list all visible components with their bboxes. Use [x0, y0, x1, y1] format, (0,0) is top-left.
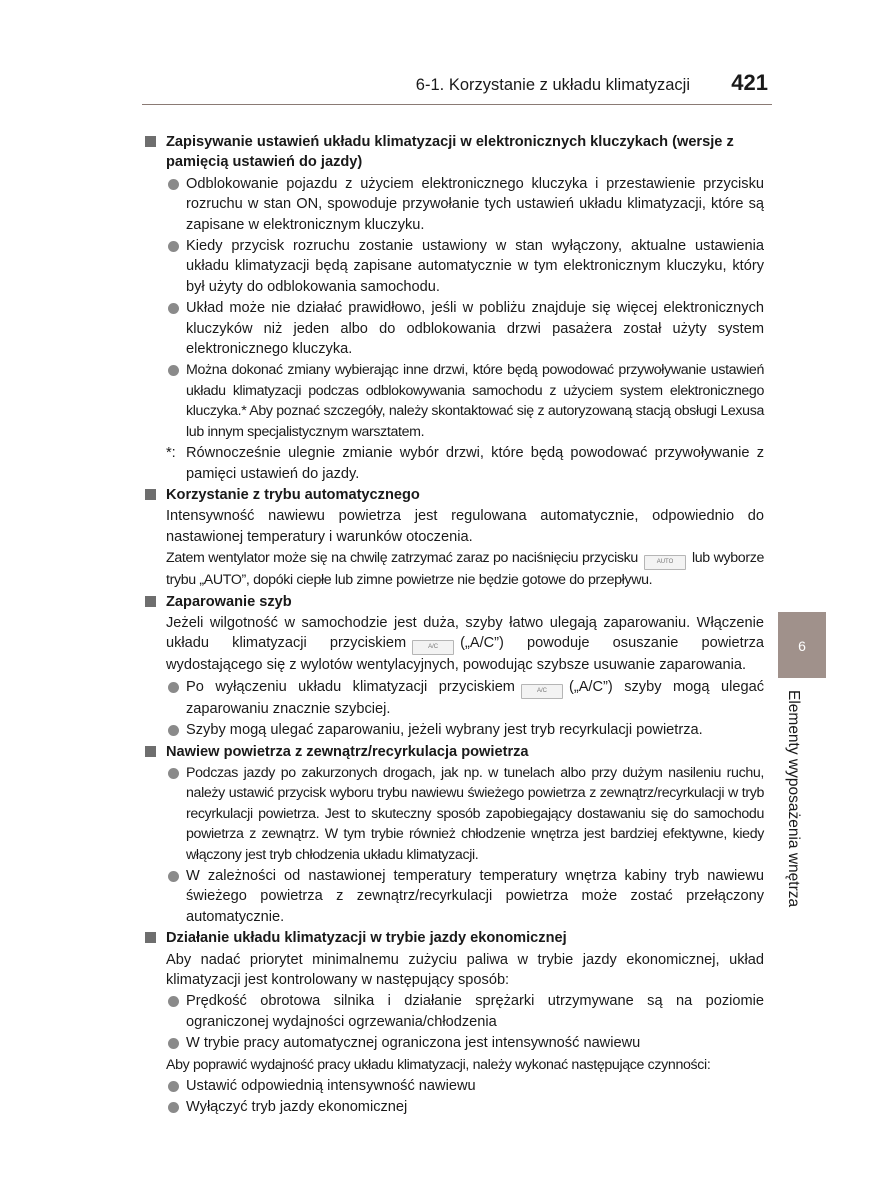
bullet-item: Można dokonać zmiany wybierając inne drzwi, które będą powodować przywoływanie ustawień układu klimatyzacji podczas odblokowywania samochodu z użyciem system elektronicznego kluczyka.* Aby poznać szczegóły, należy skontaktować się z autoryzowaną stacją obsługi Lexusa lub innym specjalistycznym warsztatem.: [142, 360, 764, 442]
section-heading: Zapisywanie ustawień układu klimatyzacji w elektronicznych kluczykach (wersje z pamięcią ustawień do jazdy): [142, 132, 764, 173]
chapter-tab-number: 6: [798, 638, 806, 654]
footnote-mark: *:: [166, 445, 176, 462]
bullet-item: Ustawić odpowiednią intensywność nawiewu: [142, 1076, 764, 1096]
bullet-item: Kiedy przycisk rozruchu zostanie ustawiony w stan wyłączony, aktualne ustawienia układu klimatyzacji będą zapisane automatycznie w tym elektronicznym kluczyku, który był użyty do odblokowania samochodu.: [142, 236, 764, 297]
chapter-tab: [778, 612, 826, 678]
paragraph: [142, 613, 764, 676]
bullet-text: („A/C”) szyby mogą ulegać zaparowaniu znacznie szybciej.: [186, 678, 764, 717]
paragraph: Intensywność nawiewu powietrza jest regulowana automatycznie, odpowiednio do nastawionej temperatury i warunków otoczenia.: [166, 508, 764, 545]
ac-button-icon: A/C: [521, 684, 563, 699]
footnote-text: Równocześnie ulegnie zmianie wybór drzwi, które będą powodować przywoływanie z pamięci ustawień do jazdy.: [186, 445, 764, 482]
paragraph-text: Zatem wentylator może się na chwilę zatrzymać zaraz po naciśnięciu przycisku: [166, 550, 638, 567]
bullet-item: Wyłączyć tryb jazdy ekonomicznej: [142, 1097, 764, 1117]
chapter-tab-label: Elementy wyposażenia wnętrza: [785, 690, 802, 908]
bullet-item: W zależności od nastawionej temperatury temperatury wnętrza kabiny tryb nawiewu świeżego powietrza z zewnątrz/recyrkulacji powietrza może zostać przełączony automatycznie.: [142, 866, 764, 927]
bullet-item: Układ może nie działać prawidłowo, jeśli w pobliżu znajduje się więcej elektronicznych kluczyków niż jeden albo do odblokowania drzwi pasażera został użyty system elektronicznego kluczyka.: [142, 298, 764, 359]
section-heading: Zaparowanie szyb: [142, 592, 764, 612]
paragraph: [142, 548, 764, 590]
bullet-item: Szyby mogą ulegać zaparowaniu, jeżeli wybrany jest tryb recyrkulacji powietrza.: [142, 720, 764, 740]
section-heading: Korzystanie z trybu automatycznego: [142, 485, 764, 505]
page-content: [142, 131, 764, 1118]
section-heading: Nawiew powietrza z zewnątrz/recyrkulacja powietrza: [142, 742, 764, 762]
section-heading: Działanie układu klimatyzacji w trybie jazdy ekonomicznej: [142, 928, 764, 948]
ac-button-icon: A/C: [412, 640, 454, 655]
paragraph: Aby nadać priorytet minimalnemu zużyciu paliwa w trybie jazdy ekonomicznej, układ klimatyzacji jest kontrolowany w następujący sposób:: [166, 951, 764, 989]
bullet-text: Po wyłączeniu układu klimatyzacji przyciskiem: [186, 678, 515, 695]
bullet-item: Podczas jazdy po zakurzonych drogach, jak np. w tunelach albo przy dużym nasileniu ruchu, należy ustawić przycisk wyboru trybu nawiewu świeżego powietrza z zewnątrz/recyrkulacji w tryb recyrkulacji powietrza. Jest to skuteczny sposób zapobiegający dostawaniu się do samochodu powietrza z zewnątrz. W tym trybie również chłodzenie wnętrza jest bardziej efektywne, kiedy włączony jest tryb chłodzenia układu klimatyzacji.: [142, 763, 764, 865]
footnote: [142, 443, 764, 484]
bullet-item: W trybie pracy automatycznej ograniczona jest intensywność nawiewu: [142, 1033, 764, 1053]
bullet-item: Odblokowanie pojazdu z użyciem elektronicznego kluczyka i przestawienie przycisku rozruchu w stan ON, spowoduje przywołanie tych ustawień układu klimatyzacji, które są zapisane w elektronicznym kluczyku.: [142, 174, 764, 235]
auto-button-icon: AUTO: [644, 555, 686, 570]
paragraph-text: lub wyborze trybu „AUTO”, dopóki ciepłe lub zimne powietrze nie będzie gotowe do przepływu.: [166, 550, 765, 589]
bullet-item: Prędkość obrotowa silnika i działanie sprężarki utrzymywane są na poziomie ograniczonej wydajności ogrzewania/chłodzenia: [142, 991, 764, 1032]
page-header: [142, 72, 772, 105]
paragraph-text: Jeżeli wilgotność w samochodzie jest duża, szyby łatwo ulegają zaparowaniu. Włączenie układu klimatyzacji przyciskiem: [166, 614, 764, 652]
page-number: 421: [731, 70, 768, 95]
bullet-item: [142, 677, 764, 719]
paragraph: Aby poprawić wydajność pracy układu klimatyzacji, należy wykonać następujące czynności:: [166, 1056, 711, 1073]
chapter-title: 6-1. Korzystanie z układu klimatyzacji: [415, 76, 690, 94]
paragraph-text: („A/C”) powoduje osuszanie powietrza wydostającego się z wylotów wentylacyjnych, powodując szybsze usuwanie zaparowania.: [166, 635, 764, 674]
